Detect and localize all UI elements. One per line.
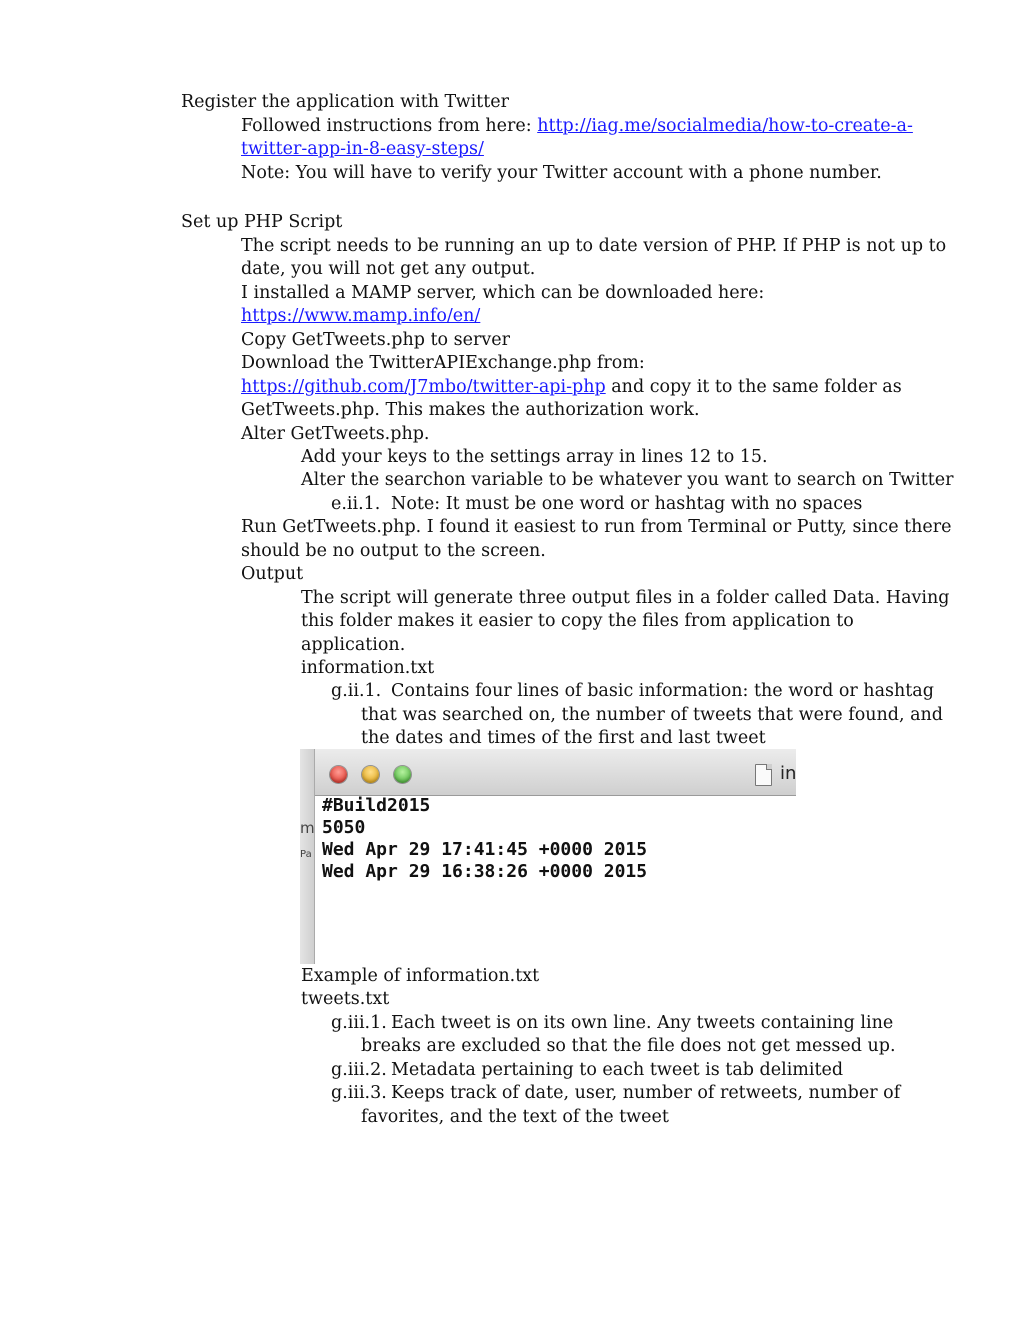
list-text: and copy it to the same folder as [605,377,902,397]
background-window-text: Pa [300,849,312,860]
list-text: Note: You will have to verify your Twitter account with a phone number. [241,163,882,183]
list-marker: e.ii.1. [331,494,381,514]
zoom-window-icon [394,766,411,783]
list-text: Output [241,564,304,584]
list-text: Download the TwitterAPIExchange.php from: [241,353,645,373]
list-text: Add your keys to the settings array in lines 12 to 15. [301,447,768,467]
list-text: Each tweet is on its own line. Any tweets containing line [391,1013,894,1033]
list-text: favorites, and the text of the tweet [361,1107,669,1127]
editor-line: 5050 [322,817,366,838]
list-text: should be no output to the screen. [241,541,546,561]
list-text: The script will generate three output files in a folder called Data. Having [301,588,950,608]
minimize-window-icon [362,766,379,783]
background-window-strip [300,749,315,964]
tutorial-link-cont[interactable]: twitter-app-in-8-easy-steps/ [241,139,484,159]
background-window-text: m [300,819,315,837]
editor-line: #Build2015 [322,795,431,816]
caption-text: Example of information.txt [301,966,540,986]
list-text: breaks are excluded so that the file does not get messed up. [361,1036,896,1056]
list-text: Run GetTweets.php. I found it easiest to run from Terminal or Putty, since there [241,517,952,537]
editor-window-title: in [780,763,796,784]
list-text: Alter GetTweets.php. [241,424,430,444]
list-marker: g.iii.1. [331,1013,387,1033]
list-text: Contains four lines of basic information: the word or hashtag [391,681,934,701]
editor-line: Wed Apr 29 16:38:26 +0000 2015 [322,861,648,882]
list-marker: g.iii.2. [331,1060,387,1080]
list-text: date, you will not get any output. [241,259,536,279]
github-link[interactable]: https://github.com/J7mbo/twitter-api-php [241,377,606,397]
list-text: application. [301,635,406,655]
list-text-with-link [241,115,913,138]
list-text-with-link [241,376,902,399]
list-text: Keeps track of date, user, number of retweets, number of [391,1083,901,1103]
information-txt-screenshot [300,749,796,964]
list-text: Register the application with Twitter [181,92,509,112]
list-text: The script needs to be running an up to date version of PHP. If PHP is not up to [241,236,947,256]
list-text: information.txt [301,658,435,678]
list-text: the dates and times of the first and last tweet [361,728,766,748]
list-text: GetTweets.php. This makes the authorization work. [241,400,700,420]
editor-titlebar [300,749,796,796]
list-text: Followed instructions from here: [241,116,538,136]
list-marker: g.ii.1. [331,681,382,701]
list-text: tweets.txt [301,989,390,1009]
document-icon [755,764,772,786]
list-text: Copy GetTweets.php to server [241,330,510,350]
list-text: this folder makes it easier to copy the files from application to [301,611,854,631]
close-window-icon [330,766,347,783]
list-text-with-link [241,138,484,161]
list-text: Metadata pertaining to each tweet is tab delimited [391,1060,844,1080]
editor-content [322,795,647,883]
list-text: Note: It must be one word or hashtag with no spaces [391,494,863,514]
mamp-link[interactable]: https://www.mamp.info/en/ [241,306,481,326]
list-text: Set up PHP Script [181,212,343,232]
list-text: I installed a MAMP server, which can be downloaded here: [241,283,765,303]
tutorial-link[interactable]: http://iag.me/socialmedia/how-to-create-a- [537,116,913,136]
list-text: Alter the searchon variable to be whatever you want to search on Twitter [301,470,954,490]
list-text-with-link [241,305,480,328]
list-text: that was searched on, the number of tweets that were found, and [361,705,944,725]
editor-line: Wed Apr 29 17:41:45 +0000 2015 [322,839,648,860]
list-marker: g.iii.3. [331,1083,387,1103]
